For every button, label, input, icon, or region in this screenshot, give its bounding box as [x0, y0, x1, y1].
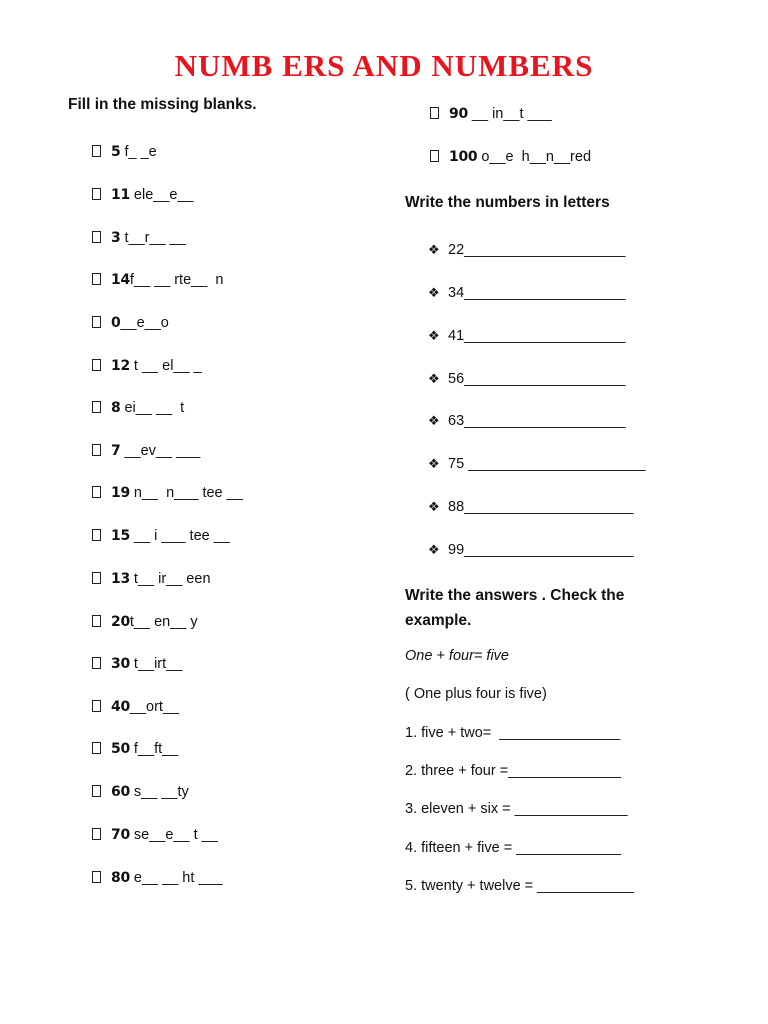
checkbox-icon: [92, 700, 101, 712]
checkbox-icon: [92, 742, 101, 754]
item-blank-word: t__ ir__ een: [129, 571, 211, 587]
fill-blank-item: [92, 313, 169, 333]
item-number: 90: [449, 106, 468, 122]
checkbox-icon: [92, 785, 101, 797]
write-number-item: [428, 369, 625, 389]
fill-blank-item: [92, 782, 189, 802]
item-blank-word: se__e__ t __: [129, 827, 218, 843]
write-number-text: 99_____________________: [448, 542, 634, 558]
diamond-bullet-icon: ❖: [428, 456, 440, 471]
item-number: 100: [449, 149, 478, 165]
fill-blank-item: [92, 612, 198, 632]
write-number-text: 75 ______________________: [448, 456, 646, 472]
item-number: 60: [111, 784, 130, 800]
fill-blank-item: [92, 356, 202, 376]
item-number: 7: [111, 443, 121, 459]
fill-blank-item: [430, 147, 591, 167]
item-blank-word: f_ _e: [120, 144, 157, 160]
checkbox-icon: [92, 316, 101, 328]
item-blank-word: __ev__ ___: [120, 443, 201, 459]
item-blank-word: f__ft__: [129, 741, 179, 757]
diamond-bullet-icon: ❖: [428, 285, 440, 300]
checkbox-icon: [92, 231, 101, 243]
item-number: 20: [111, 614, 130, 630]
fill-blank-item: [92, 739, 178, 759]
checkbox-icon: [430, 150, 439, 162]
item-number: 14: [111, 272, 130, 288]
fill-blank-item: [92, 228, 186, 248]
write-number-item: [428, 497, 633, 517]
item-number: 12: [111, 358, 130, 374]
item-blank-word: __ i ___ tee __: [129, 528, 230, 544]
checkbox-icon: [92, 529, 101, 541]
fill-blank-item: [92, 270, 223, 290]
item-number: 8: [111, 400, 121, 416]
write-number-item: [428, 283, 625, 303]
fill-blank-item: [92, 654, 182, 674]
write-number-text: 34____________________: [448, 285, 626, 301]
write-number-text: 88_____________________: [448, 499, 634, 515]
checkbox-icon: [92, 486, 101, 498]
fill-blank-item: [92, 526, 230, 546]
item-blank-word: n__ n___ tee __: [129, 485, 243, 501]
diamond-bullet-icon: ❖: [428, 499, 440, 514]
checkbox-icon: [92, 188, 101, 200]
write-number-item: [428, 240, 625, 260]
write-number-item: [428, 540, 633, 560]
item-blank-word: t__r__ __: [120, 230, 186, 246]
write-answers-heading-line1: Write the answers . Check the: [405, 587, 625, 604]
fill-blank-item: [92, 483, 243, 503]
item-number: 50: [111, 741, 130, 757]
diamond-bullet-icon: ❖: [428, 371, 440, 386]
item-number: 0: [111, 315, 121, 331]
item-blank-word: e__ __ ht ___: [129, 870, 223, 886]
write-number-text: 22____________________: [448, 242, 626, 258]
answer-item: 5. twenty + twelve = ____________: [405, 878, 634, 894]
checkbox-icon: [92, 401, 101, 413]
item-blank-word: s__ __ty: [129, 784, 189, 800]
item-blank-word: ele__e__: [129, 187, 194, 203]
checkbox-icon: [92, 615, 101, 627]
example-explanation: ( One plus four is five): [405, 686, 547, 702]
item-number: 13: [111, 571, 130, 587]
item-number: 3: [111, 230, 121, 246]
fill-blank-item: [92, 441, 200, 461]
diamond-bullet-icon: ❖: [428, 413, 440, 428]
checkbox-icon: [92, 145, 101, 157]
fill-blank-item: [92, 697, 179, 717]
diamond-bullet-icon: ❖: [428, 242, 440, 257]
checkbox-icon: [430, 107, 439, 119]
fill-blank-item: [430, 104, 552, 124]
fill-blank-item: [92, 825, 218, 845]
diamond-bullet-icon: ❖: [428, 328, 440, 343]
write-number-text: 56____________________: [448, 371, 626, 387]
item-blank-word: __ in__t ___: [467, 106, 552, 122]
item-blank-word: f__ __ rte__ n: [129, 272, 224, 288]
write-number-text: 63____________________: [448, 413, 626, 429]
item-number: 80: [111, 870, 130, 886]
answer-item: 3. eleven + six = ______________: [405, 801, 628, 817]
item-blank-word: t__ en__ y: [129, 614, 198, 630]
checkbox-icon: [92, 359, 101, 371]
item-blank-word: ei__ __ t: [120, 400, 185, 416]
item-number: 70: [111, 827, 130, 843]
write-number-item: [428, 326, 625, 346]
item-number: 5: [111, 144, 121, 160]
checkbox-icon: [92, 572, 101, 584]
item-number: 30: [111, 656, 130, 672]
fill-blank-item: [92, 142, 157, 162]
write-number-item: [428, 411, 625, 431]
item-blank-word: t __ el__ _: [129, 358, 202, 374]
fill-blank-item: [92, 185, 194, 205]
example-equation: One + four= five: [405, 648, 509, 664]
item-number: 40: [111, 699, 130, 715]
diamond-bullet-icon: ❖: [428, 542, 440, 557]
answer-item: 1. five + two= _______________: [405, 725, 621, 741]
checkbox-icon: [92, 273, 101, 285]
write-number-item: [428, 454, 646, 474]
item-number: 11: [111, 187, 130, 203]
write-answers-heading-line2: example.: [405, 612, 472, 629]
fill-blanks-heading: Fill in the missing blanks.: [68, 96, 257, 113]
write-numbers-heading: Write the numbers in letters: [405, 194, 610, 211]
write-number-text: 41____________________: [448, 328, 626, 344]
item-number: 19: [111, 485, 130, 501]
page-title: NUMB ERS AND NUMBERS: [174, 48, 594, 83]
checkbox-icon: [92, 444, 101, 456]
item-number: 15: [111, 528, 130, 544]
item-blank-word: __ort__: [129, 699, 180, 715]
item-blank-word: o__e h__n__red: [477, 149, 592, 165]
answer-item: 4. fifteen + five = _____________: [405, 840, 622, 856]
fill-blank-item: [92, 398, 184, 418]
item-blank-word: t__irt__: [129, 656, 183, 672]
answer-item: 2. three + four =______________: [405, 763, 622, 779]
checkbox-icon: [92, 828, 101, 840]
fill-blank-item: [92, 868, 223, 888]
checkbox-icon: [92, 657, 101, 669]
item-blank-word: __e__o: [120, 315, 169, 331]
fill-blank-item: [92, 569, 211, 589]
checkbox-icon: [92, 871, 101, 883]
